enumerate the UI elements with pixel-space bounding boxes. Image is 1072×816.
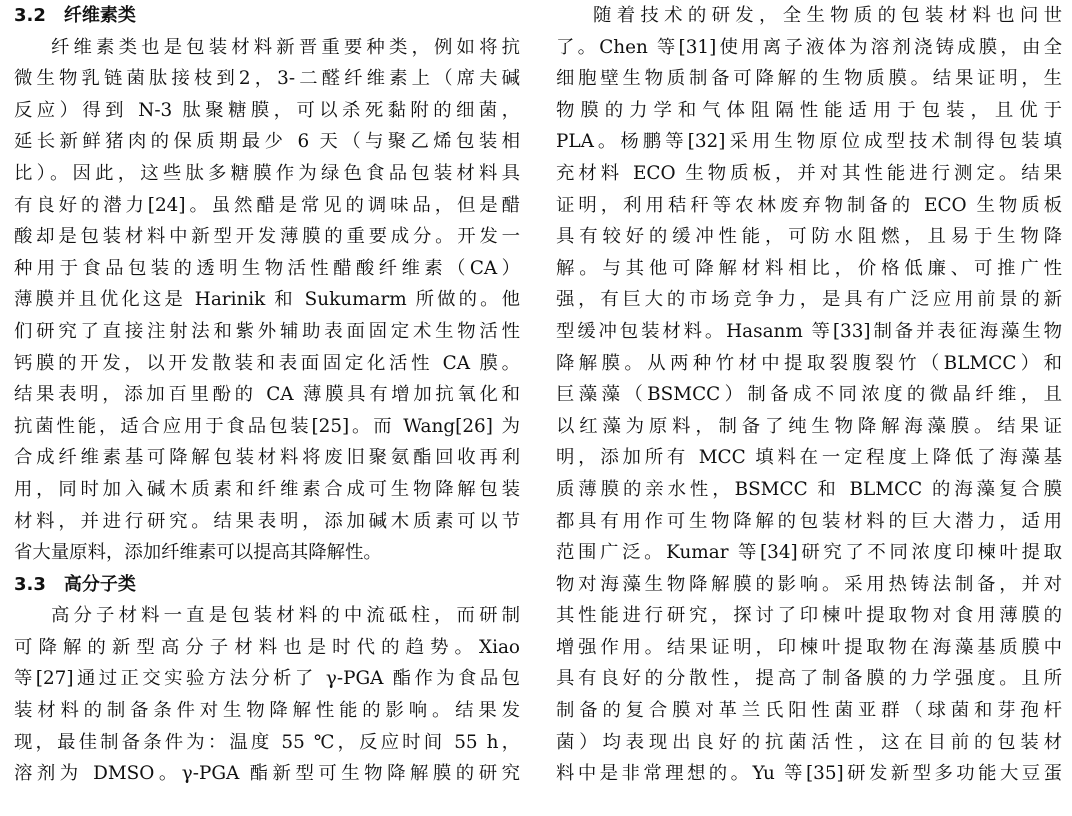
- text-line: 省大量原料，添加纤维素可以提高其降解性。: [14, 542, 382, 564]
- text-line: 比）。因此，这些肽多糖膜作为绿色食品包装材料具: [14, 162, 520, 184]
- text-line: 溶剂为 DMSO。γ-PGA 酯新型可生物降解膜的研究: [14, 763, 520, 785]
- text-line: 钙膜的开发，以开发散装和表面固定化活性 CA 膜。: [14, 352, 520, 374]
- text-line: 反应）得到 N-3 肽聚糖膜，可以杀死黏附的细菌，: [14, 99, 520, 121]
- paragraph-polymer: [14, 600, 520, 790]
- text-line: 以红藻为原料，制备了纯生物降解海藻膜。结果证: [556, 415, 1062, 437]
- text-line: 合成纤维素基可降解包装材料将废旧聚氨酯回收再利: [14, 447, 520, 469]
- text-line: 具有较好的缓冲性能，可防水阻燃，且易于生物降: [556, 226, 1062, 248]
- text-line: 巨藻藻（BSMCC）制备成不同浓度的微晶纤维，且: [556, 384, 1062, 406]
- text-line: 型缓冲包装材料。Hasanm 等[33]制备并表征海藻生物: [556, 320, 1062, 342]
- text-line: 结果表明，添加百里酚的 CA 薄膜具有增加抗氧化和: [14, 384, 520, 406]
- right-column: [556, 0, 1062, 790]
- text-line: 具有良好的分散性，提高了制备膜的力学强度。且所: [556, 668, 1062, 690]
- text-line: 薄膜并且优化这是 Harinik 和 Sukumarm 所做的。他: [14, 289, 520, 311]
- text-line: 酸却是包装材料中新型开发薄膜的重要成分。开发一: [14, 226, 520, 248]
- text-line: 纤维素类也是包装材料新晋重要种类，例如将抗: [51, 36, 520, 58]
- text-line: 延长新鲜猪肉的保质期最少 6 天（与聚乙烯包装相: [14, 131, 520, 153]
- text-line: 明，添加所有 MCC 填料在一定程度上降低了海藻基: [556, 447, 1062, 469]
- section-title: 纤维素类: [63, 5, 136, 26]
- text-line: 有良好的潜力[24]。虽然醋是常见的调味品，但是醋: [14, 194, 520, 216]
- text-line: 其性能进行研究，探讨了印楝叶提取物对食用薄膜的: [556, 605, 1062, 627]
- paragraph-biomass: [556, 0, 1062, 790]
- text-line: PLA。杨鹏等[32]采用生物原位成型技术制得包装填: [556, 131, 1062, 153]
- text-line: 细胞壁生物质制备可降解的生物质膜。结果证明，生: [556, 68, 1062, 90]
- section-heading-3-3: [14, 569, 520, 601]
- text-line: 解。与其他可降解材料相比，价格低廉、可推广性: [556, 257, 1062, 279]
- text-line: 强，有巨大的市场竞争力，是具有广泛应用前景的新: [556, 289, 1062, 311]
- text-line: 菌）均表现出良好的抗菌活性，这在目前的包装材: [556, 731, 1062, 753]
- left-column: [14, 0, 520, 790]
- text-line: 们研究了直接注射法和紫外辅助表面固定术生物活性: [14, 320, 520, 342]
- paragraph-cellulose: [14, 32, 520, 569]
- text-line: 料中是非常理想的。Yu 等[35]研发新型多功能大豆蛋: [556, 763, 1062, 785]
- text-line: 充材料 ECO 生物质板，并对其性能进行测定。结果: [556, 162, 1062, 184]
- text-line: 增强作用。结果证明，印楝叶提取物在海藻基质膜中: [556, 636, 1062, 658]
- text-line: 证明，利用秸秆等农林废弃物制备的 ECO 生物质板: [556, 194, 1062, 216]
- text-line: 材料，并进行研究。结果表明，添加碱木质素可以节: [14, 510, 520, 532]
- section-number: 3.3: [14, 573, 46, 595]
- text-line: 装材料的制备条件对生物降解性能的影响。结果发: [14, 700, 520, 722]
- text-line: 了。Chen 等[31]使用离子液体为溶剂浇铸成膜，由全: [556, 36, 1062, 58]
- text-line: 现，最佳制备条件为：温度 55 ℃，反应时间 55 h，: [14, 731, 520, 753]
- text-line: 高分子材料一直是包装材料的中流砥柱，而研制: [51, 605, 520, 627]
- section-title: 高分子类: [63, 573, 136, 595]
- text-line: 物膜的力学和气体阻隔性能适用于包装，且优于: [556, 99, 1062, 121]
- text-line: 制备的复合膜对革兰氏阳性菌亚群（球菌和芽孢杆: [556, 700, 1062, 722]
- text-line: 种用于食品包装的透明生物活性醋酸纤维素（CA）: [14, 257, 520, 279]
- section-number: 3.2: [14, 5, 46, 26]
- text-line: 都具有用作可生物降解的包装材料的巨大潜力，适用: [556, 510, 1062, 532]
- text-line: 范围广泛。Kumar 等[34]研究了不同浓度印楝叶提取: [556, 542, 1062, 564]
- text-line: 可降解的新型高分子材料也是时代的趋势。Xiao: [14, 636, 520, 658]
- text-line: 等[27]通过正交实验方法分析了 γ-PGA 酯作为食品包: [14, 668, 520, 690]
- section-heading-3-2: [14, 0, 520, 32]
- text-line: 随着技术的研发，全生物质的包装材料也问世: [593, 5, 1062, 26]
- text-line: 抗菌性能，适合应用于食品包装[25]。而 Wang[26] 为: [14, 415, 520, 437]
- text-line: 微生物乳链菌肽接枝到2，3-二醛纤维素上（席夫碱: [14, 68, 520, 90]
- text-line: 质薄膜的亲水性，BSMCC 和 BLMCC 的海藻复合膜: [556, 478, 1062, 500]
- text-line: 用，同时加入碱木质素和纤维素合成可生物降解包装: [14, 478, 520, 500]
- text-line: 降解膜。从两种竹材中提取裂腹裂竹（BLMCC）和: [556, 352, 1062, 374]
- text-line: 物对海藻生物降解膜的影响。采用热铸法制备，并对: [556, 573, 1062, 595]
